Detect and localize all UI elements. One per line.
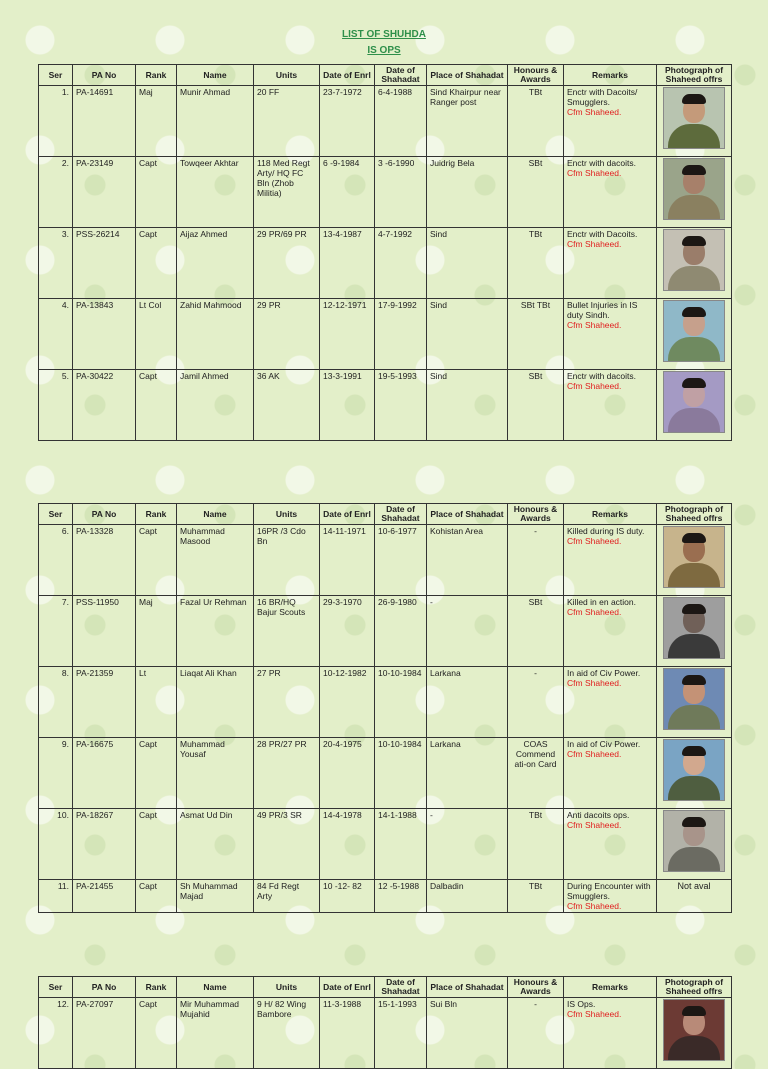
shaheed-photo xyxy=(663,300,725,362)
cell-photo xyxy=(657,228,732,299)
cell-place: - xyxy=(427,809,508,880)
cell-name: Munir Ahmad xyxy=(177,86,254,157)
cell-place: Sind xyxy=(427,370,508,441)
cell-photo xyxy=(657,370,732,441)
cell-name: Muhammad Yousaf xyxy=(177,738,254,809)
column-header-honours: Honours & Awards xyxy=(508,504,564,525)
cell-pa-no: PSS-26214 xyxy=(73,228,136,299)
cell-honours: TBt xyxy=(508,809,564,880)
cell-units: 16 BR/HQ Bajur Scouts xyxy=(254,596,320,667)
cell-date-shahadat: 12 -5-1988 xyxy=(375,880,427,913)
column-header-date-enrl: Date of Enrl xyxy=(320,65,375,86)
cell-photo xyxy=(657,738,732,809)
cell-name: Fazal Ur Rehman xyxy=(177,596,254,667)
cell-rank: Capt xyxy=(136,998,177,1069)
cell-name: Sh Muhammad Majad xyxy=(177,880,254,913)
shaheed-photo xyxy=(663,526,725,588)
table-row xyxy=(39,525,732,596)
photo-uniform xyxy=(668,337,720,362)
cell-name: Asmat Ud Din xyxy=(177,809,254,880)
cell-rank: Lt xyxy=(136,667,177,738)
cell-ser: 2. xyxy=(39,157,73,228)
cell-pa-no: PA-21455 xyxy=(73,880,136,913)
cell-honours: SBt xyxy=(508,596,564,667)
cell-photo xyxy=(657,998,732,1069)
cell-honours: COAS Commend ati-on Card xyxy=(508,738,564,809)
photo-hair xyxy=(682,236,706,246)
table-row xyxy=(39,370,732,441)
cell-date-enrl: 11-3-1988 xyxy=(320,998,375,1069)
cell-date-enrl: 12-12-1971 xyxy=(320,299,375,370)
column-header-honours: Honours & Awards xyxy=(508,977,564,998)
cell-date-shahadat: 17-9-1992 xyxy=(375,299,427,370)
cell-name: Towqeer Akhtar xyxy=(177,157,254,228)
cell-pa-no: PA-13328 xyxy=(73,525,136,596)
remarks-text: Bullet Injuries in IS duty Sindh. xyxy=(567,300,638,320)
cell-rank: Capt xyxy=(136,525,177,596)
cell-date-shahadat: 19-5-1993 xyxy=(375,370,427,441)
photo-hair xyxy=(682,675,706,685)
cell-ser: 10. xyxy=(39,809,73,880)
cell-remarks xyxy=(564,157,657,228)
shaheed-photo xyxy=(663,229,725,291)
confirm-shaheed-text: Cfm Shaheed. xyxy=(567,901,622,911)
confirm-shaheed-text: Cfm Shaheed. xyxy=(567,107,622,117)
cell-date-enrl: 10 -12- 82 xyxy=(320,880,375,913)
cell-date-shahadat: 26-9-1980 xyxy=(375,596,427,667)
cell-date-shahadat: 10-10-1984 xyxy=(375,738,427,809)
column-header-honours: Honours & Awards xyxy=(508,65,564,86)
cell-remarks xyxy=(564,299,657,370)
column-header-pa-no: PA No xyxy=(73,65,136,86)
cell-name: Zahid Mahmood xyxy=(177,299,254,370)
cell-place: Sind Khairpur near Ranger post xyxy=(427,86,508,157)
cell-units: 118 Med Regt Arty/ HQ FC Bln (Zhob Militia) xyxy=(254,157,320,228)
cell-honours: SBt xyxy=(508,157,564,228)
column-header-date-enrl: Date of Enrl xyxy=(320,977,375,998)
photo-uniform xyxy=(668,634,720,659)
shaheed-photo xyxy=(663,739,725,801)
cell-place: Larkana xyxy=(427,738,508,809)
table-row xyxy=(39,998,732,1069)
cell-remarks xyxy=(564,738,657,809)
confirm-shaheed-text: Cfm Shaheed. xyxy=(567,749,622,759)
photo-hair xyxy=(682,307,706,317)
column-header-rank: Rank xyxy=(136,977,177,998)
cell-honours: TBt xyxy=(508,880,564,913)
column-header-rank: Rank xyxy=(136,65,177,86)
column-header-ser: Ser xyxy=(39,977,73,998)
column-header-name: Name xyxy=(177,65,254,86)
photo-hair xyxy=(682,94,706,104)
confirm-shaheed-text: Cfm Shaheed. xyxy=(567,820,622,830)
cell-pa-no: PA-30422 xyxy=(73,370,136,441)
cell-pa-no: PA-13843 xyxy=(73,299,136,370)
cell-units: 16PR /3 Cdo Bn xyxy=(254,525,320,596)
table-row xyxy=(39,157,732,228)
cell-photo xyxy=(657,596,732,667)
cell-place: Sind xyxy=(427,228,508,299)
remarks-text: During Encounter with Smugglers. xyxy=(567,881,651,901)
column-header-units: Units xyxy=(254,504,320,525)
cell-ser: 1. xyxy=(39,86,73,157)
cell-rank: Capt xyxy=(136,228,177,299)
column-header-name: Name xyxy=(177,977,254,998)
photo-uniform xyxy=(668,195,720,220)
confirm-shaheed-text: Cfm Shaheed. xyxy=(567,168,622,178)
cell-remarks xyxy=(564,880,657,913)
cell-date-shahadat: 10-6-1977 xyxy=(375,525,427,596)
confirm-shaheed-text: Cfm Shaheed. xyxy=(567,381,622,391)
shaheed-photo xyxy=(663,999,725,1061)
cell-remarks xyxy=(564,596,657,667)
cell-place: - xyxy=(427,596,508,667)
cell-name: Mir Muhammad Mujahid xyxy=(177,998,254,1069)
shaheed-photo xyxy=(663,668,725,730)
table-header-row xyxy=(39,65,732,86)
column-header-remarks: Remarks xyxy=(564,504,657,525)
cell-units: 36 AK xyxy=(254,370,320,441)
table-row xyxy=(39,667,732,738)
cell-date-shahadat: 3 -6-1990 xyxy=(375,157,427,228)
cell-units: 84 Fd Regt Arty xyxy=(254,880,320,913)
remarks-text: Enctr with dacoits. xyxy=(567,371,636,381)
remarks-text: Killed in en action. xyxy=(567,597,636,607)
cell-pa-no: PA-23149 xyxy=(73,157,136,228)
table-row xyxy=(39,299,732,370)
cell-units: 20 FF xyxy=(254,86,320,157)
photo-hair xyxy=(682,378,706,388)
photo-uniform xyxy=(668,1036,720,1061)
cell-units: 29 PR xyxy=(254,299,320,370)
cell-place: Dalbadin xyxy=(427,880,508,913)
cell-date-enrl: 20-4-1975 xyxy=(320,738,375,809)
photo-uniform xyxy=(668,776,720,801)
photo-hair xyxy=(682,604,706,614)
shuhda-table xyxy=(38,976,732,1069)
cell-pa-no: PSS-11950 xyxy=(73,596,136,667)
column-header-name: Name xyxy=(177,504,254,525)
column-header-place: Place of Shahadat xyxy=(427,504,508,525)
confirm-shaheed-text: Cfm Shaheed. xyxy=(567,678,622,688)
cell-date-enrl: 29-3-1970 xyxy=(320,596,375,667)
remarks-text: IS Ops. xyxy=(567,999,596,1009)
column-header-pa-no: PA No xyxy=(73,504,136,525)
cell-rank: Capt xyxy=(136,809,177,880)
cell-date-enrl: 10-12-1982 xyxy=(320,667,375,738)
column-header-date-shahadat: Date of Shahadat xyxy=(375,65,427,86)
page-subtitle: IS OPS xyxy=(367,45,401,56)
confirm-shaheed-text: Cfm Shaheed. xyxy=(567,536,622,546)
confirm-shaheed-text: Cfm Shaheed. xyxy=(567,1009,622,1019)
cell-ser: 9. xyxy=(39,738,73,809)
table-row xyxy=(39,596,732,667)
cell-remarks xyxy=(564,86,657,157)
column-header-remarks: Remarks xyxy=(564,977,657,998)
remarks-text: Enctr with dacoits. xyxy=(567,158,636,168)
cell-units: 9 H/ 82 Wing Bambore xyxy=(254,998,320,1069)
cell-photo xyxy=(657,809,732,880)
cell-date-shahadat: 15-1-1993 xyxy=(375,998,427,1069)
photo-uniform xyxy=(668,408,720,433)
cell-pa-no: PA-14691 xyxy=(73,86,136,157)
cell-date-enrl: 6 -9-1984 xyxy=(320,157,375,228)
cell-name: Liaqat Ali Khan xyxy=(177,667,254,738)
column-header-photo: Photograph of Shaheed offrs xyxy=(657,65,732,86)
cell-honours: - xyxy=(508,667,564,738)
cell-ser: 5. xyxy=(39,370,73,441)
column-header-date-enrl: Date of Enrl xyxy=(320,504,375,525)
cell-honours: TBt xyxy=(508,228,564,299)
shaheed-photo xyxy=(663,597,725,659)
photo-hair xyxy=(682,817,706,827)
cell-remarks xyxy=(564,228,657,299)
page-title: LIST OF SHUHDA xyxy=(342,29,426,40)
table-header-row xyxy=(39,977,732,998)
cell-pa-no: PA-27097 xyxy=(73,998,136,1069)
photo-hair xyxy=(682,533,706,543)
column-header-pa-no: PA No xyxy=(73,977,136,998)
column-header-photo: Photograph of Shaheed offrs xyxy=(657,504,732,525)
column-header-date-shahadat: Date of Shahadat xyxy=(375,504,427,525)
cell-honours: SBt xyxy=(508,370,564,441)
column-header-place: Place of Shahadat xyxy=(427,977,508,998)
column-header-ser: Ser xyxy=(39,65,73,86)
cell-pa-no: PA-18267 xyxy=(73,809,136,880)
column-header-rank: Rank xyxy=(136,504,177,525)
confirm-shaheed-text: Cfm Shaheed. xyxy=(567,320,622,330)
column-header-units: Units xyxy=(254,977,320,998)
cell-date-shahadat: 6-4-1988 xyxy=(375,86,427,157)
cell-ser: 3. xyxy=(39,228,73,299)
cell-honours: - xyxy=(508,525,564,596)
column-header-date-shahadat: Date of Shahadat xyxy=(375,977,427,998)
cell-date-shahadat: 10-10-1984 xyxy=(375,667,427,738)
cell-units: 28 PR/27 PR xyxy=(254,738,320,809)
photo-uniform xyxy=(668,847,720,872)
confirm-shaheed-text: Cfm Shaheed. xyxy=(567,607,622,617)
shaheed-photo xyxy=(663,810,725,872)
photo-hair xyxy=(682,1006,706,1016)
shaheed-photo xyxy=(663,87,725,149)
cell-rank: Maj xyxy=(136,596,177,667)
table-row xyxy=(39,228,732,299)
cell-place: Sui Bln xyxy=(427,998,508,1069)
cell-units: 29 PR/69 PR xyxy=(254,228,320,299)
cell-ser: 7. xyxy=(39,596,73,667)
cell-photo xyxy=(657,667,732,738)
remarks-text: In aid of Civ Power. xyxy=(567,668,641,678)
cell-place: Larkana xyxy=(427,667,508,738)
shuhda-table xyxy=(38,503,732,913)
cell-ser: 8. xyxy=(39,667,73,738)
cell-rank: Capt xyxy=(136,157,177,228)
cell-place: Sind xyxy=(427,299,508,370)
table-row xyxy=(39,880,732,913)
cell-ser: 11. xyxy=(39,880,73,913)
photo-hair xyxy=(682,746,706,756)
photo-uniform xyxy=(668,705,720,730)
cell-remarks xyxy=(564,525,657,596)
table-row xyxy=(39,86,732,157)
remarks-text: Anti dacoits ops. xyxy=(567,810,630,820)
remarks-text: In aid of Civ Power. xyxy=(567,739,641,749)
table-row xyxy=(39,738,732,809)
shaheed-photo xyxy=(663,158,725,220)
cell-units: 27 PR xyxy=(254,667,320,738)
column-header-ser: Ser xyxy=(39,504,73,525)
table-row xyxy=(39,809,732,880)
shuhda-table xyxy=(38,64,732,441)
cell-remarks xyxy=(564,370,657,441)
cell-name: Muhammad Masood xyxy=(177,525,254,596)
confirm-shaheed-text: Cfm Shaheed. xyxy=(567,239,622,249)
photo-hair xyxy=(682,165,706,175)
cell-date-enrl: 14-11-1971 xyxy=(320,525,375,596)
cell-remarks xyxy=(564,809,657,880)
cell-name: Jamil Ahmed xyxy=(177,370,254,441)
column-header-remarks: Remarks xyxy=(564,65,657,86)
photo-uniform xyxy=(668,563,720,588)
cell-rank: Maj xyxy=(136,86,177,157)
column-header-units: Units xyxy=(254,65,320,86)
column-header-place: Place of Shahadat xyxy=(427,65,508,86)
photo-uniform xyxy=(668,124,720,149)
cell-pa-no: PA-16675 xyxy=(73,738,136,809)
remarks-text: Enctr with Dacoits. xyxy=(567,229,638,239)
cell-date-enrl: 13-3-1991 xyxy=(320,370,375,441)
cell-ser: 4. xyxy=(39,299,73,370)
cell-honours: TBt xyxy=(508,86,564,157)
cell-place: Juidrig Bela xyxy=(427,157,508,228)
cell-name: Aijaz Ahmed xyxy=(177,228,254,299)
cell-date-enrl: 23-7-1972 xyxy=(320,86,375,157)
cell-photo xyxy=(657,86,732,157)
cell-pa-no: PA-21359 xyxy=(73,667,136,738)
remarks-text: Enctr with Dacoits/ Smugglers. xyxy=(567,87,638,107)
cell-ser: 6. xyxy=(39,525,73,596)
cell-date-enrl: 14-4-1978 xyxy=(320,809,375,880)
shaheed-photo xyxy=(663,371,725,433)
cell-date-shahadat: 14-1-1988 xyxy=(375,809,427,880)
column-header-photo: Photograph of Shaheed offrs xyxy=(657,977,732,998)
cell-place: Kohistan Area xyxy=(427,525,508,596)
cell-date-shahadat: 4-7-1992 xyxy=(375,228,427,299)
photo-uniform xyxy=(668,266,720,291)
cell-units: 49 PR/3 SR xyxy=(254,809,320,880)
cell-honours: - xyxy=(508,998,564,1069)
cell-honours: SBt TBt xyxy=(508,299,564,370)
cell-ser: 12. xyxy=(39,998,73,1069)
cell-rank: Capt xyxy=(136,370,177,441)
cell-remarks xyxy=(564,998,657,1069)
cell-photo xyxy=(657,299,732,370)
cell-rank: Capt xyxy=(136,738,177,809)
cell-date-enrl: 13-4-1987 xyxy=(320,228,375,299)
cell-photo xyxy=(657,157,732,228)
cell-remarks xyxy=(564,667,657,738)
cell-rank: Lt Col xyxy=(136,299,177,370)
cell-rank: Capt xyxy=(136,880,177,913)
table-header-row xyxy=(39,504,732,525)
remarks-text: Killed during IS duty. xyxy=(567,526,645,536)
cell-photo xyxy=(657,525,732,596)
cell-photo-not-available: Not aval xyxy=(657,880,732,913)
